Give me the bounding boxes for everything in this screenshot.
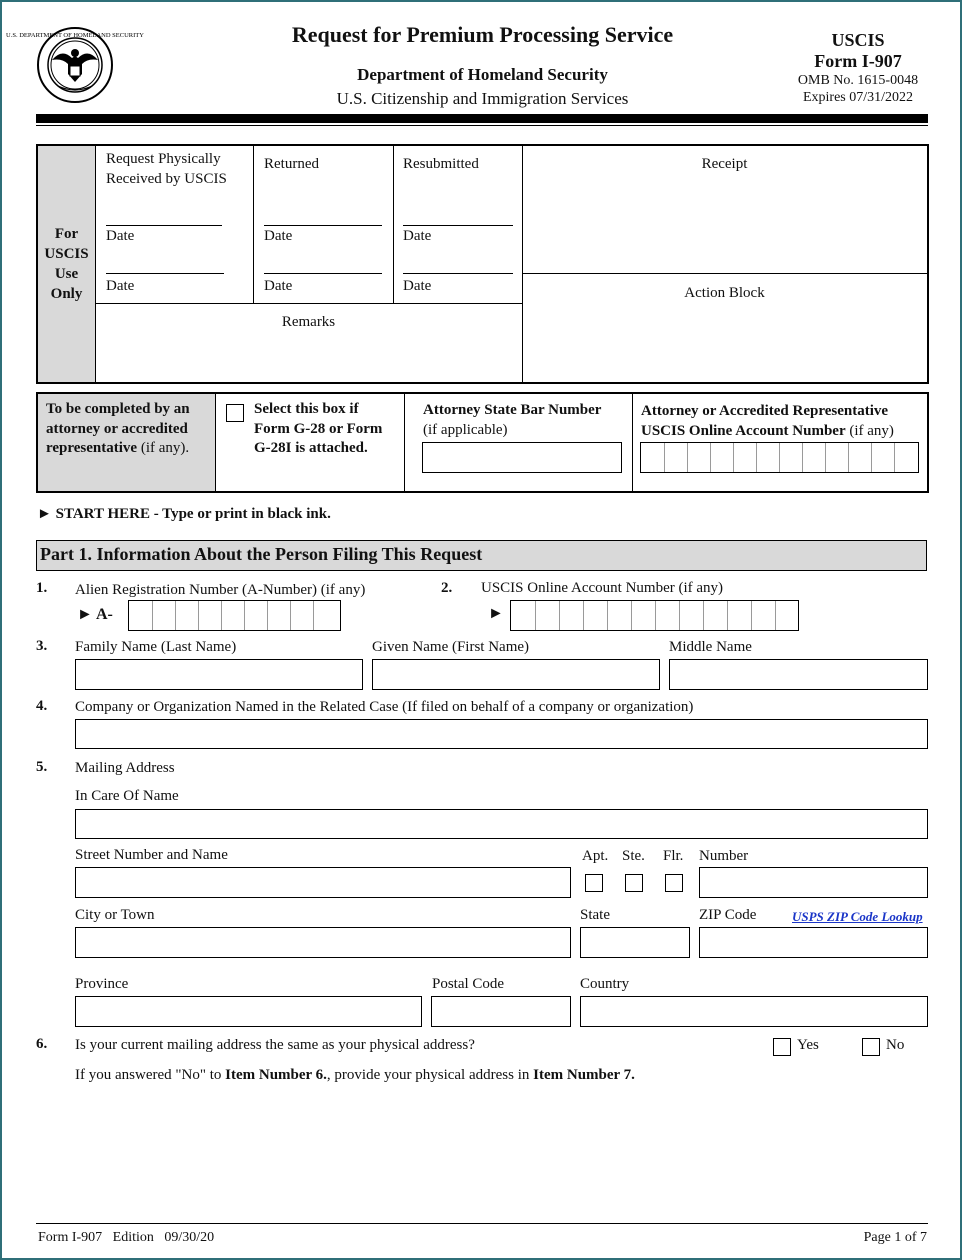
given-name-input[interactable] [372, 659, 660, 690]
form-number: Form I-907 [814, 51, 902, 71]
unit-number-label: Number [699, 848, 749, 864]
header-rule-thin [36, 125, 928, 126]
online-account-input[interactable] [510, 600, 799, 631]
received-by-uscis-label: Request Physically Received by USCIS [106, 151, 227, 187]
part1-title: Part 1. Information About the Person Filing This Request [40, 544, 483, 564]
attorney-box [36, 392, 929, 493]
care-of-label: In Care Of Name [75, 788, 179, 804]
usps-zip-lookup-link[interactable]: USPS ZIP Code Lookup [792, 909, 923, 924]
middle-name-input[interactable] [669, 659, 928, 690]
unit-number-input[interactable] [699, 867, 928, 898]
postal-code-label: Postal Code [432, 976, 505, 992]
same-address-no-checkbox[interactable] [862, 1038, 880, 1056]
action-block-label: Action Block [684, 285, 765, 301]
completed-by-label: To be completed by an attorney or accredited representative (if any). [46, 401, 190, 456]
province-input[interactable] [75, 996, 422, 1027]
item-number: 1. [36, 580, 48, 596]
postal-code-input[interactable] [431, 996, 571, 1027]
remarks-label: Remarks [281, 314, 336, 330]
receipt-label: Receipt [701, 156, 748, 172]
seal-text: U.S. DEPARTMENT OF HOMELAND SECURITY [6, 32, 144, 39]
date-label: Date [106, 278, 135, 294]
resubmitted-label: Resubmitted [403, 156, 479, 172]
family-name-label: Family Name (Last Name) [75, 639, 237, 655]
zip-label: ZIP Code [699, 907, 757, 923]
header-rule-thick [36, 114, 928, 123]
online-account-label: USCIS Online Account Number (if any) [481, 580, 724, 596]
item-number: 6. [36, 1036, 48, 1052]
date-label: Date [106, 228, 135, 244]
no-label: No [886, 1037, 905, 1053]
street-input[interactable] [75, 867, 571, 898]
omb-number: OMB No. 1615-0048 [797, 73, 919, 88]
form-id-block [788, 30, 928, 106]
online-account-prefix: ► [488, 605, 504, 622]
street-label: Street Number and Name [75, 847, 228, 863]
date-label: Date [403, 228, 432, 244]
date-label: Date [403, 278, 432, 294]
footer-form-edition: Form I-907 Edition 09/30/20 [38, 1230, 215, 1245]
family-name-input[interactable] [75, 659, 363, 690]
footer-page-number: Page 1 of 7 [863, 1230, 927, 1245]
province-label: Province [75, 976, 129, 992]
item-number: 5. [36, 759, 48, 775]
form-title: Request for Premium Processing Service [291, 22, 674, 47]
a-number-prefix: ► A- [77, 606, 113, 623]
country-label: Country [580, 976, 630, 992]
ste-checkbox[interactable] [625, 874, 643, 892]
bar-number-label: Attorney State Bar Number [423, 402, 602, 418]
same-address-question: Is your current mailing address the same as your physical address? [75, 1037, 475, 1053]
returned-label: Returned [264, 156, 319, 172]
care-of-input[interactable] [75, 809, 928, 839]
start-here-instruction: ► START HERE - Type or print in black ink. [37, 506, 331, 522]
org-name: USCIS [831, 30, 885, 50]
department-name: Department of Homeland Security [357, 65, 608, 84]
state-label: State [580, 907, 610, 923]
middle-name-label: Middle Name [669, 639, 752, 655]
ste-label: Ste. [622, 848, 645, 864]
footer-rule [36, 1223, 928, 1224]
bar-number-note: (if applicable) [423, 422, 508, 438]
agency-name: U.S. Citizenship and Immigration Services [336, 89, 629, 108]
attorney-account-number-input[interactable] [640, 442, 919, 473]
same-address-yes-checkbox[interactable] [773, 1038, 791, 1056]
date-label: Date [264, 278, 293, 294]
state-select[interactable] [580, 927, 690, 958]
date-label: Date [264, 228, 293, 244]
bar-number-input[interactable] [422, 442, 622, 473]
a-number-input[interactable] [128, 600, 341, 631]
item-number: 4. [36, 698, 48, 714]
apt-label: Apt. [582, 848, 609, 864]
given-name-label: Given Name (First Name) [372, 639, 530, 655]
dhs-seal-icon [6, 26, 144, 104]
company-name-label: Company or Organization Named in the Related Case (If filed on behalf of a company or organization) [75, 699, 694, 715]
a-number-label: Alien Registration Number (A-Number) (if any) [75, 582, 366, 598]
item-number: 2. [441, 580, 453, 596]
item-number: 3. [36, 638, 48, 654]
item6-instruction: If you answered "No" to Item Number 6., provide your physical address in Item Number 7. [75, 1067, 635, 1083]
account-number-label: Attorney or Accredited Representative USCIS Online Account Number (if any) [641, 403, 894, 439]
city-input[interactable] [75, 927, 571, 958]
expiration-date: Expires 07/31/2022 [802, 90, 914, 105]
flr-checkbox[interactable] [665, 874, 683, 892]
yes-label: Yes [797, 1037, 819, 1053]
city-label: City or Town [75, 907, 155, 923]
uscis-use-only-box [36, 144, 929, 384]
apt-checkbox[interactable] [585, 874, 603, 892]
uscis-use-only-label: For USCIS Use Only [44, 226, 89, 302]
g28-attached-checkbox[interactable] [226, 404, 244, 422]
flr-label: Flr. [663, 848, 684, 864]
zip-input[interactable] [699, 927, 928, 958]
mailing-address-label: Mailing Address [75, 760, 175, 776]
company-name-input[interactable] [75, 719, 928, 749]
country-input[interactable] [580, 996, 928, 1027]
g28-label: Select this box if Form G-28 or Form G-28I is attached. [254, 401, 383, 456]
